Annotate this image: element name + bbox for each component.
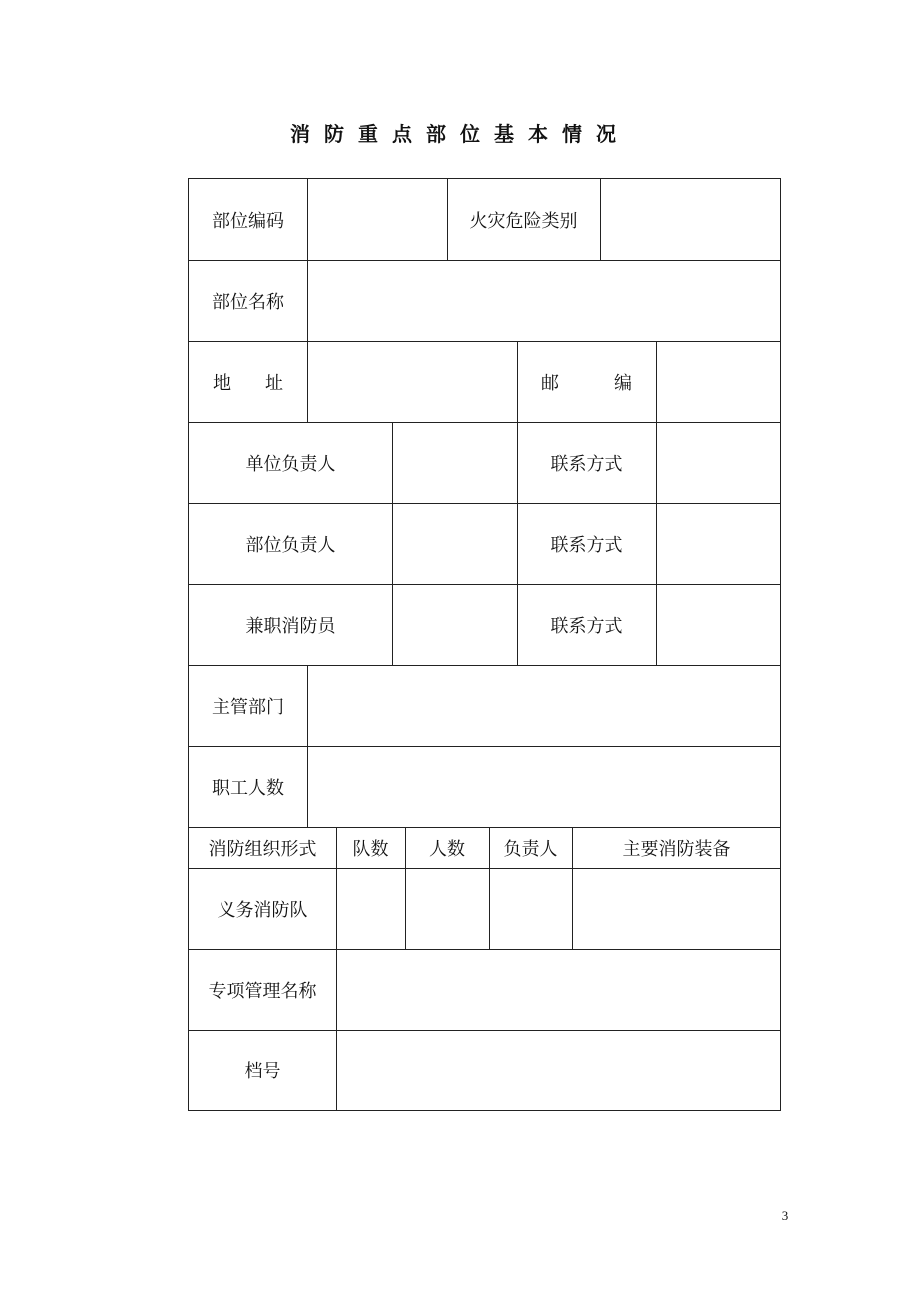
label-part-name: 部位名称 xyxy=(212,291,284,313)
field-file-number[interactable] xyxy=(336,1030,781,1110)
label-address-char-2: 址 xyxy=(265,372,283,394)
label-people-count: 人数 xyxy=(429,838,465,860)
field-postcode[interactable] xyxy=(656,341,781,422)
label-staff-count: 职工人数 xyxy=(212,777,284,799)
label-address-char-1: 地 xyxy=(213,372,231,394)
label-person-in-charge: 负责人 xyxy=(503,838,558,860)
fire-safety-form xyxy=(188,178,781,1111)
field-team-count[interactable] xyxy=(336,868,405,949)
label-volunteer-team: 义务消防队 xyxy=(217,899,308,921)
label-team-count: 队数 xyxy=(352,838,389,860)
label-part-code: 部位编码 xyxy=(212,210,284,232)
label-part-leader: 部位负责人 xyxy=(245,534,336,556)
label-org-form: 消防组织形式 xyxy=(208,838,317,860)
label-special-mgmt-name: 专项管理名称 xyxy=(208,980,317,1002)
label-postcode xyxy=(517,341,656,422)
field-firefighter-contact[interactable] xyxy=(656,584,781,665)
field-unit-leader-contact[interactable] xyxy=(656,422,781,503)
field-staff-count[interactable] xyxy=(307,746,781,827)
field-special-mgmt-name[interactable] xyxy=(336,949,781,1030)
field-unit-leader[interactable] xyxy=(392,422,517,503)
field-address[interactable] xyxy=(307,341,517,422)
label-postcode-char-1: 邮 xyxy=(541,372,559,394)
field-supervising-dept[interactable] xyxy=(307,665,781,746)
label-address xyxy=(189,341,307,422)
label-postcode-char-2: 编 xyxy=(614,372,632,394)
label-file-number: 档号 xyxy=(244,1061,281,1082)
field-people-count[interactable] xyxy=(405,868,489,949)
label-contact-method: 联系方式 xyxy=(550,453,623,475)
label-supervising-dept: 主管部门 xyxy=(212,696,284,718)
label-contact-method: 联系方式 xyxy=(550,534,623,556)
label-contact-method: 联系方式 xyxy=(550,615,623,637)
page-number: 3 xyxy=(781,1208,789,1223)
label-main-equipment: 主要消防装备 xyxy=(622,838,731,860)
field-part-leader-contact[interactable] xyxy=(656,503,781,584)
field-part-code[interactable] xyxy=(307,179,447,260)
label-part-time-firefighter: 兼职消防员 xyxy=(245,615,336,637)
page-title: 消防重点部位基本情况 xyxy=(290,122,630,146)
field-part-time-firefighter[interactable] xyxy=(392,584,517,665)
field-fire-risk-category[interactable] xyxy=(600,179,781,260)
field-person-in-charge[interactable] xyxy=(489,868,572,949)
field-part-leader[interactable] xyxy=(392,503,517,584)
label-fire-risk-category: 火灾危险类别 xyxy=(469,210,578,232)
label-unit-leader: 单位负责人 xyxy=(245,453,336,475)
field-main-equipment[interactable] xyxy=(572,868,781,949)
field-part-name[interactable] xyxy=(307,260,781,341)
